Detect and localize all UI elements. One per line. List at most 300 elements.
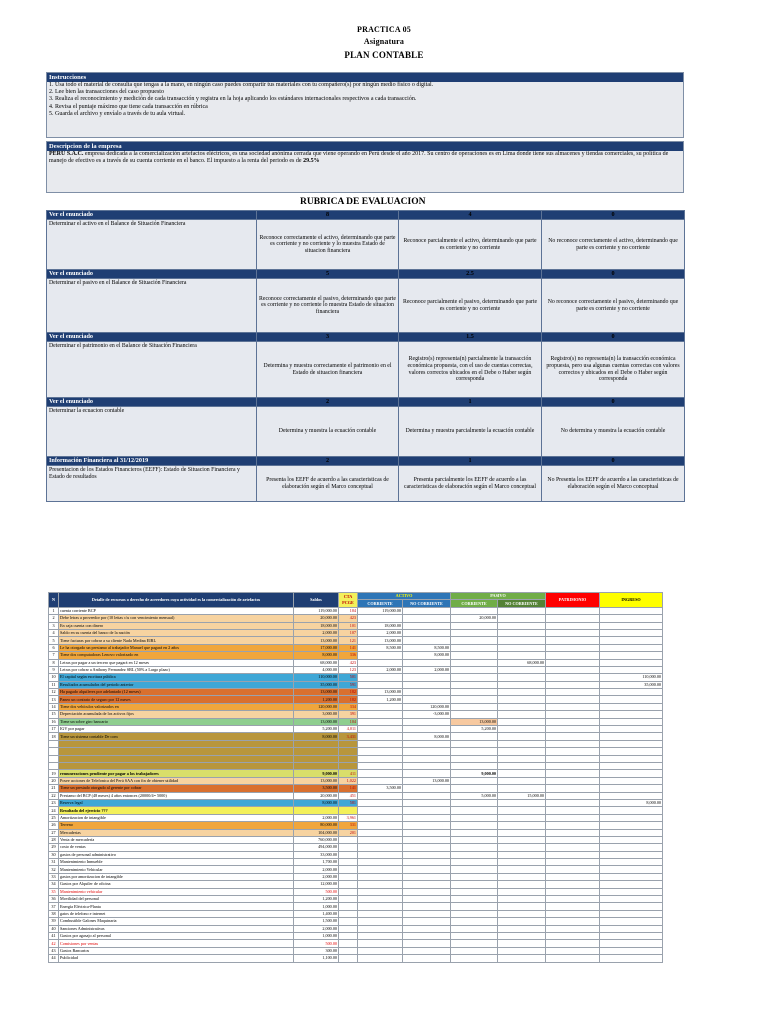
row-activo-no-corriente — [403, 859, 451, 866]
row-detail: Mantenimiento Inmueble — [59, 859, 294, 866]
row-activo-no-corriente — [403, 770, 451, 777]
row-saldo: 1,100.00 — [294, 955, 339, 962]
score-mid: 1 — [399, 398, 542, 407]
row-ingreso — [600, 932, 663, 939]
row-cta: 581 — [339, 799, 358, 806]
row-detail: Tiene facturas por cobrar a su cliente Nada Medina EIRL — [59, 637, 294, 644]
row-number: 9 — [49, 666, 59, 673]
row-pasivo-corriente — [451, 859, 498, 866]
table-row — [49, 940, 663, 947]
row-saldo: 13,000.00 — [294, 777, 339, 784]
table-row — [49, 918, 663, 925]
row-pasivo-corriente — [451, 652, 498, 659]
row-cta — [339, 955, 358, 962]
row-cta — [339, 755, 358, 762]
score-high: 5 — [257, 270, 399, 279]
row-detail: Letras por pagar a un tercero que pagará en 12 meses — [59, 659, 294, 666]
instruction-line: 3. Realiza el reconocimiento y medición de cada transacción y registra en la hoja aplicando los estándares internacionales respectivos a cada transacción. — [49, 96, 417, 103]
row-activo-no-corriente — [403, 873, 451, 880]
row-saldo: 5,200.00 — [294, 726, 339, 733]
row-activo-corriente — [358, 866, 403, 873]
row-ingreso — [600, 910, 663, 917]
row-detail: Amortizacion de intangible — [59, 814, 294, 821]
row-activo-corriente: 3,500.00 — [358, 785, 403, 792]
table-row — [49, 718, 663, 725]
row-number: 13 — [49, 696, 59, 703]
table-row — [49, 881, 663, 888]
row-patrimonio — [546, 674, 600, 681]
row-activo-no-corriente: 2,000.00 — [403, 666, 451, 673]
row-activo-no-corriente — [403, 822, 451, 829]
row-patrimonio — [546, 896, 600, 903]
row-activo-no-corriente — [403, 918, 451, 925]
rubric-section-header — [47, 398, 685, 407]
rubric-section-body — [47, 220, 685, 270]
row-pasivo-corriente — [451, 947, 498, 954]
table-row — [49, 932, 663, 939]
row-cta — [339, 888, 358, 895]
row-pasivo-no-corriente — [498, 866, 546, 873]
row-activo-corriente — [358, 918, 403, 925]
row-patrimonio — [546, 925, 600, 932]
row-pasivo-no-corriente — [498, 807, 546, 814]
row-saldo: 1,200.00 — [294, 896, 339, 903]
score-low: 0 — [542, 211, 685, 220]
row-ingreso — [600, 888, 663, 895]
rubric-section-body — [47, 466, 685, 502]
row-detail: Tiene un sistema contable De com — [59, 733, 294, 740]
row-pasivo-corriente — [451, 955, 498, 962]
row-cta: 331 — [339, 822, 358, 829]
title-asignatura: Asignatura — [363, 37, 405, 46]
table-row — [49, 637, 663, 644]
row-patrimonio — [546, 689, 600, 696]
row-saldo: 2,000.00 — [294, 866, 339, 873]
row-activo-no-corriente — [403, 659, 451, 666]
row-number: 27 — [49, 829, 59, 836]
row-patrimonio — [546, 696, 600, 703]
row-activo-corriente — [358, 799, 403, 806]
row-activo-no-corriente — [403, 814, 451, 821]
row-patrimonio — [546, 814, 600, 821]
row-saldo: 494,000.00 — [294, 844, 339, 851]
row-number: 16 — [49, 718, 59, 725]
table-row — [49, 925, 663, 932]
row-pasivo-corriente — [451, 910, 498, 917]
row-cta — [339, 836, 358, 843]
row-saldo: 13,000.00 — [294, 718, 339, 725]
row-cta: 391 — [339, 711, 358, 718]
row-cta: 107 — [339, 629, 358, 636]
row-activo-corriente: 1,200.00 — [358, 696, 403, 703]
row-activo-no-corriente — [403, 903, 451, 910]
table-row — [49, 652, 663, 659]
row-number: 17 — [49, 726, 59, 733]
row-patrimonio — [546, 851, 600, 858]
company-description — [47, 151, 683, 165]
row-saldo: 20,000.00 — [294, 792, 339, 799]
row-ingreso — [600, 666, 663, 673]
row-activo-corriente — [358, 859, 403, 866]
row-patrimonio — [546, 829, 600, 836]
row-pasivo-corriente — [451, 888, 498, 895]
rubric-section-header — [47, 333, 685, 342]
row-cta: 411 — [339, 770, 358, 777]
row-pasivo-no-corriente — [498, 873, 546, 880]
row-detail: Ha pagado alquileres por adelantado (12 meses) — [59, 689, 294, 696]
row-number: 11 — [49, 681, 59, 688]
row-pasivo-corriente — [451, 748, 498, 755]
criterion: Determinar el activo en el Balance de Situación Financiera — [47, 220, 257, 270]
row-pasivo-corriente — [451, 681, 498, 688]
row-activo-corriente — [358, 932, 403, 939]
score-high: 2 — [257, 398, 399, 407]
score-mid: 4 — [399, 211, 542, 220]
row-detail: En caja cuenta con dinero — [59, 622, 294, 629]
title-plan-contable: PLAN CONTABLE — [344, 50, 424, 60]
table-row — [49, 851, 663, 858]
tax-rate: 29.5% — [303, 158, 320, 165]
row-detail: Tiene un prestado otorgado al gerente por cobrar — [59, 785, 294, 792]
row-pasivo-corriente — [451, 777, 498, 784]
row-ingreso — [600, 644, 663, 651]
row-ingreso — [600, 755, 663, 762]
score-mid: 1 — [399, 457, 542, 466]
row-ingreso — [600, 770, 663, 777]
row-ingreso — [600, 629, 663, 636]
rubric-section-header — [47, 457, 685, 466]
row-pasivo-no-corriente — [498, 762, 546, 769]
row-activo-corriente — [358, 925, 403, 932]
instruction-line: 4. Revisa el puntaje máximo que tiene cada transacción en rúbrica — [49, 103, 208, 110]
row-patrimonio — [546, 733, 600, 740]
row-cta: 423 — [339, 659, 358, 666]
row-pasivo-no-corriente — [498, 836, 546, 843]
row-cta: 3,431 — [339, 733, 358, 740]
row-pasivo-no-corriente — [498, 799, 546, 806]
row-activo-corriente — [358, 903, 403, 910]
row-cta — [339, 851, 358, 858]
row-pasivo-corriente — [451, 918, 498, 925]
row-pasivo-no-corriente — [498, 674, 546, 681]
row-patrimonio — [546, 711, 600, 718]
row-activo-no-corriente — [403, 629, 451, 636]
instruction-line: 5. Guarda el archivo y envíalo a través de tu aula virtual. — [49, 110, 186, 117]
row-pasivo-no-corriente — [498, 777, 546, 784]
row-patrimonio — [546, 652, 600, 659]
row-ingreso — [600, 814, 663, 821]
row-ingreso — [600, 829, 663, 836]
col-activo: ACTIVO — [358, 593, 451, 600]
table-row — [49, 629, 663, 636]
row-activo-corriente — [358, 896, 403, 903]
row-activo-no-corriente — [403, 940, 451, 947]
table-row — [49, 792, 663, 799]
row-pasivo-no-corriente — [498, 696, 546, 703]
row-ingreso — [600, 955, 663, 962]
row-activo-corriente — [358, 770, 403, 777]
row-number: 42 — [49, 940, 59, 947]
row-pasivo-no-corriente — [498, 644, 546, 651]
row-patrimonio — [546, 955, 600, 962]
rubric-section-body — [47, 279, 685, 333]
row-detail: Energía Eléctrica-Planta — [59, 903, 294, 910]
table-row — [49, 607, 663, 614]
rubric-section-header — [47, 211, 685, 220]
row-pasivo-no-corriente — [498, 955, 546, 962]
table-row — [49, 674, 663, 681]
row-activo-no-corriente — [403, 955, 451, 962]
row-patrimonio — [546, 681, 600, 688]
row-number: 4 — [49, 629, 59, 636]
row-pasivo-corriente: 20,000.00 — [451, 615, 498, 622]
row-number: 29 — [49, 844, 59, 851]
row-pasivo-no-corriente: 15,000.00 — [498, 792, 546, 799]
col-patrimonio: PATRIMONIO — [546, 593, 600, 608]
table-row — [49, 822, 663, 829]
row-pasivo-no-corriente — [498, 718, 546, 725]
row-number: 12 — [49, 689, 59, 696]
table-row — [49, 844, 663, 851]
row-ingreso — [600, 711, 663, 718]
title-practica: PRACTICA 05 — [357, 25, 411, 34]
row-pasivo-corriente — [451, 829, 498, 836]
criterion: Presentacion de los Estados Financieros (EEFF): Estado de Situacion Financiera y Estado de resultados — [47, 466, 257, 502]
row-number: 30 — [49, 851, 59, 858]
row-pasivo-no-corriente — [498, 733, 546, 740]
row-pasivo-no-corriente — [498, 711, 546, 718]
criterion: Determinar el patrimonio en el Balance de Situación Financiera — [47, 342, 257, 398]
row-saldo: 1,500.00 — [294, 918, 339, 925]
row-activo-no-corriente — [403, 785, 451, 792]
row-ingreso — [600, 859, 663, 866]
row-activo-corriente — [358, 836, 403, 843]
row-saldo: 1,200.00 — [294, 696, 339, 703]
row-cta — [339, 932, 358, 939]
row-detail: gastos de personal administrativo — [59, 851, 294, 858]
row-saldo: 119,000.00 — [294, 607, 339, 614]
row-detail: Saldo en su cuenta del banco de la nación — [59, 629, 294, 636]
row-saldo: 1,000.00 — [294, 932, 339, 939]
row-saldo: 9,000.00 — [294, 770, 339, 777]
row-patrimonio — [546, 740, 600, 747]
row-activo-no-corriente — [403, 844, 451, 851]
company-text: empresa dedicada a la comercialización artefactos eléctricos, es una sociedad anónima cerrada que viene operando en Perú desde el año 2017. Su centro de operaciones es en Lima donde tiene sus almacenes y tiendas comerciales, su política de manejo de efectivo es a través de su cuenta corriente en el banco. El impuesto a la renta del periodo es de — [49, 151, 669, 165]
row-detail: Posee acciones de Telefonica del Perú SAA con fin de obtener utilidad — [59, 777, 294, 784]
row-activo-corriente — [358, 711, 403, 718]
table-row — [49, 666, 663, 673]
row-ingreso — [600, 925, 663, 932]
row-pasivo-no-corriente — [498, 947, 546, 954]
row-detail: Reserva legal — [59, 799, 294, 806]
row-number: 5 — [49, 637, 59, 644]
row-saldo: 2,000.00 — [294, 873, 339, 880]
rubric-section-header — [47, 270, 685, 279]
row-cta — [339, 947, 358, 954]
row-activo-corriente — [358, 659, 403, 666]
row-cta — [339, 925, 358, 932]
row-pasivo-corriente — [451, 644, 498, 651]
row-saldo: 300.00 — [294, 947, 339, 954]
row-detail: remuneraciones pendiente por pagar a los trabajadores — [59, 770, 294, 777]
row-number: 33 — [49, 873, 59, 880]
row-pasivo-no-corriente — [498, 829, 546, 836]
row-saldo: 17,000.00 — [294, 644, 339, 651]
row-activo-no-corriente — [403, 674, 451, 681]
row-cta: 334 — [339, 703, 358, 710]
criterion: Determinar el pasivo en el Balance de Situación Financiera — [47, 279, 257, 333]
row-pasivo-no-corriente — [498, 814, 546, 821]
row-ingreso — [600, 807, 663, 814]
table-row — [49, 622, 663, 629]
row-pasivo-corriente — [451, 637, 498, 644]
table-row — [49, 829, 663, 836]
row-activo-corriente — [358, 807, 403, 814]
descriptor-high: Determina y muestra la ecuación contable — [257, 407, 399, 457]
row-activo-corriente — [358, 740, 403, 747]
instructions-title: Instrucciones — [47, 73, 683, 82]
row-detail: Depreciación acumulada de los activos fijos — [59, 711, 294, 718]
row-cta: 182 — [339, 689, 358, 696]
row-pasivo-corriente — [451, 866, 498, 873]
row-activo-corriente — [358, 829, 403, 836]
row-ingreso — [600, 659, 663, 666]
row-cta: 104 — [339, 607, 358, 614]
row-pasivo-no-corriente — [498, 755, 546, 762]
row-ingreso — [600, 622, 663, 629]
row-pasivo-no-corriente — [498, 748, 546, 755]
row-ingreso — [600, 851, 663, 858]
col-activo-no-corriente: NO CORRIENTE — [403, 600, 451, 607]
row-activo-no-corriente — [403, 696, 451, 703]
row-cta — [339, 873, 358, 880]
row-saldo: 13,000.00 — [294, 637, 339, 644]
row-activo-corriente — [358, 814, 403, 821]
row-detail: Publicidad — [59, 955, 294, 962]
row-pasivo-corriente: 9,000.00 — [451, 770, 498, 777]
row-pasivo-no-corriente — [498, 615, 546, 622]
row-pasivo-no-corriente — [498, 622, 546, 629]
row-pasivo-no-corriente — [498, 903, 546, 910]
row-pasivo-no-corriente — [498, 851, 546, 858]
row-patrimonio — [546, 799, 600, 806]
row-detail: Terreno — [59, 822, 294, 829]
row-activo-no-corriente — [403, 851, 451, 858]
row-saldo: 4,000.00 — [294, 666, 339, 673]
row-ingreso — [600, 947, 663, 954]
row-detail — [59, 740, 294, 747]
row-activo-corriente: 119,000.00 — [358, 607, 403, 614]
row-cta: 141 — [339, 644, 358, 651]
row-pasivo-corriente — [451, 903, 498, 910]
row-activo-corriente — [358, 755, 403, 762]
descriptor-low: No reconoce correctamente el activo, determinando que parte es corriente y no corriente — [542, 220, 685, 270]
descriptor-high: Determina y muestra correctamente el patrimonio en el Estado de situacion financiera — [257, 342, 399, 398]
row-patrimonio — [546, 748, 600, 755]
row-number: 36 — [49, 896, 59, 903]
row-pasivo-no-corriente — [498, 785, 546, 792]
row-ingreso — [600, 615, 663, 622]
balance-table — [48, 592, 663, 963]
row-detail: Comisiones por ventas — [59, 940, 294, 947]
row-activo-no-corriente — [403, 799, 451, 806]
row-pasivo-no-corriente — [498, 681, 546, 688]
row-cta — [339, 940, 358, 947]
row-saldo: 104,000.00 — [294, 829, 339, 836]
row-activo-no-corriente — [403, 866, 451, 873]
table-row — [49, 955, 663, 962]
row-activo-no-corriente — [403, 726, 451, 733]
row-pasivo-corriente — [451, 689, 498, 696]
row-saldo: 1,000.00 — [294, 903, 339, 910]
row-activo-no-corriente — [403, 615, 451, 622]
row-activo-no-corriente — [403, 681, 451, 688]
row-cta: 501 — [339, 674, 358, 681]
row-number: 32 — [49, 866, 59, 873]
row-pasivo-corriente — [451, 932, 498, 939]
row-number: 20 — [49, 777, 59, 784]
row-pasivo-corriente — [451, 822, 498, 829]
row-ingreso — [600, 777, 663, 784]
row-ingreso — [600, 896, 663, 903]
row-patrimonio — [546, 932, 600, 939]
row-activo-corriente — [358, 792, 403, 799]
row-number: 23 — [49, 799, 59, 806]
col-n: N — [49, 593, 59, 608]
row-activo-no-corriente — [403, 689, 451, 696]
row-pasivo-corriente — [451, 881, 498, 888]
table-row — [49, 910, 663, 917]
row-activo-corriente — [358, 777, 403, 784]
row-activo-no-corriente — [403, 762, 451, 769]
row-cta — [339, 807, 358, 814]
table-row — [49, 859, 663, 866]
table-row — [49, 696, 663, 703]
row-ingreso — [600, 866, 663, 873]
row-detail: Tiene dos computadoras Lenovo valorizado en — [59, 652, 294, 659]
row-detail: Tiene un sobre giro bancario — [59, 718, 294, 725]
row-ingreso — [600, 903, 663, 910]
row-number: 21 — [49, 785, 59, 792]
row-patrimonio — [546, 726, 600, 733]
row-activo-no-corriente — [403, 947, 451, 954]
row-patrimonio — [546, 644, 600, 651]
row-number: 39 — [49, 918, 59, 925]
row-pasivo-corriente — [451, 785, 498, 792]
row-saldo: 8,000.00 — [294, 733, 339, 740]
col-cta: CTA PCGE — [339, 593, 358, 608]
row-number — [49, 748, 59, 755]
descriptor-mid: Registro(s) representa(n) parcialmente la transacción económica propuesta, con el uso de cuentas correctas, valores correctos ubicados en el Debe o Haber según corresponda — [399, 342, 542, 398]
table-row — [49, 888, 663, 895]
score-low: 0 — [542, 398, 685, 407]
instruction-line: 2. Lee bien las transacciones del caso propuesto — [49, 89, 164, 96]
descriptor-mid: Reconoce parcialmente el pasivo, determinando que parte es corriente y no corriente — [399, 279, 542, 333]
table-row — [49, 644, 663, 651]
table-row — [49, 681, 663, 688]
section-label: Ver el enunciado — [47, 270, 257, 279]
col-pasivo: PASIVO — [451, 593, 546, 600]
row-pasivo-no-corriente — [498, 844, 546, 851]
row-ingreso — [600, 844, 663, 851]
row-pasivo-corriente — [451, 674, 498, 681]
table-row — [49, 762, 663, 769]
row-activo-no-corriente — [403, 925, 451, 932]
table-row — [49, 770, 663, 777]
row-pasivo-corriente — [451, 629, 498, 636]
row-activo-corriente: 2,000.00 — [358, 666, 403, 673]
row-saldo: 2,000.00 — [294, 925, 339, 932]
